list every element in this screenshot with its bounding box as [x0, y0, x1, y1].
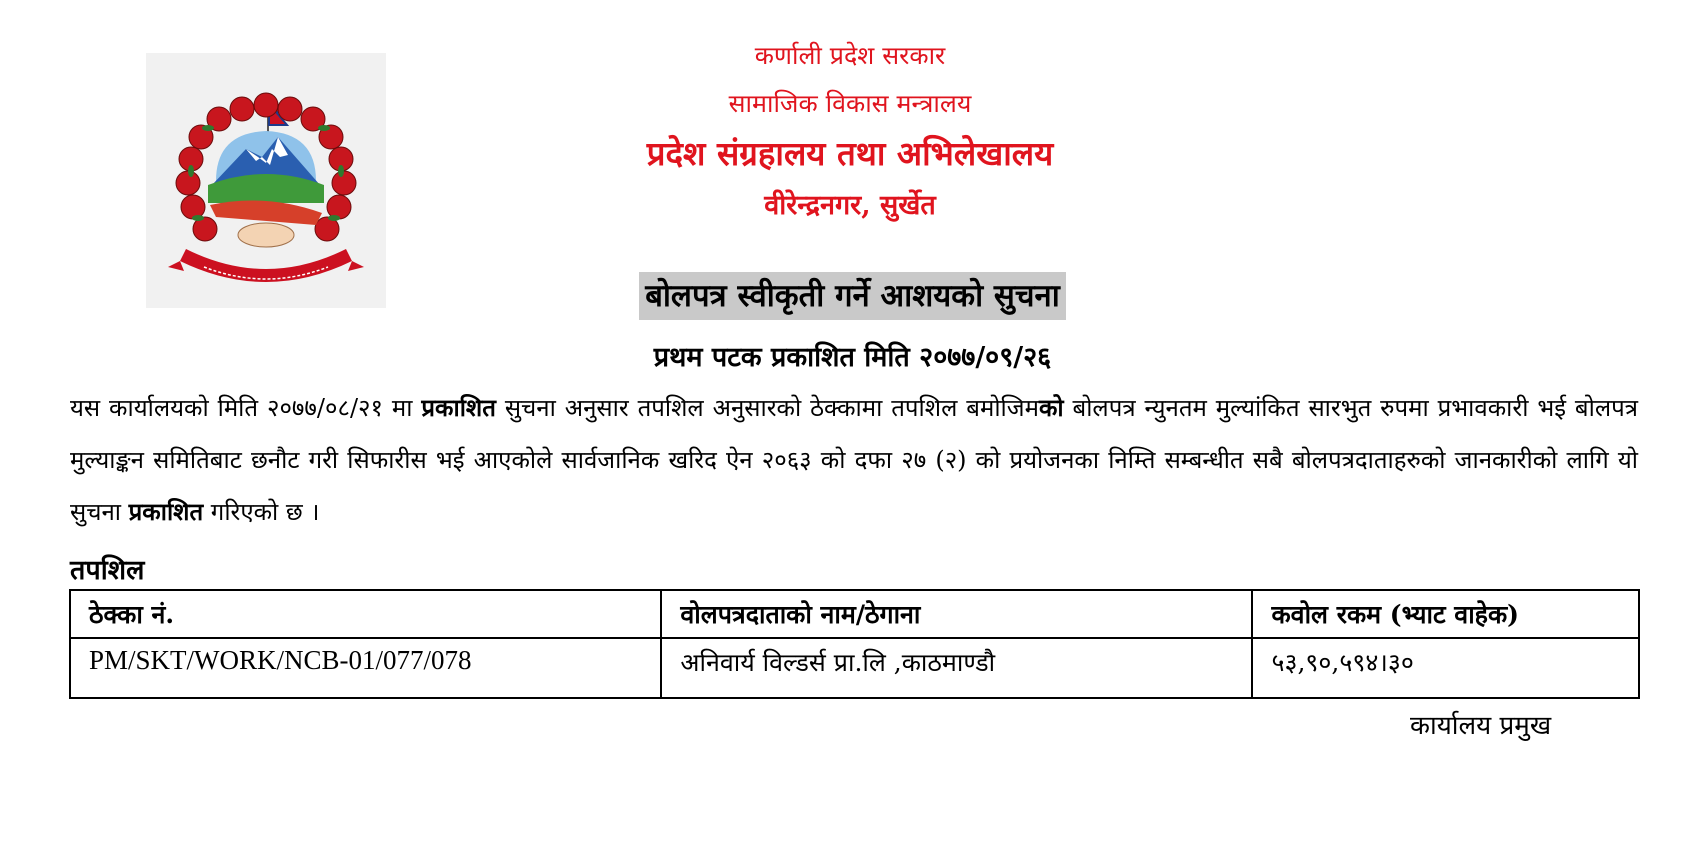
table-cell-contract-no: PM/SKT/WORK/NCB-01/077/078 — [70, 638, 661, 698]
header-location: वीरेन्द्रनगर, सुर्खेत — [764, 190, 936, 221]
body-text-bold: प्रकाशित — [128, 497, 204, 526]
notice-title: बोलपत्र स्वीकृती गर्ने आशयको सुचना — [639, 272, 1066, 320]
notice-title-wrap — [0, 272, 1705, 320]
table-header-row — [70, 590, 1639, 638]
table-row — [70, 638, 1639, 698]
body-text-bold: को — [1038, 393, 1064, 422]
body-text-part: बोलपत्र न्युनतम मुल्यांकित सारभुत रुपमा प्रभावकारी भई बोलपत्र मुल्याङ्कन समितिबाट छनौट गरी सिफारीस भई आएकोले सार्वजानिक खरिद ऐन २०६३ को दफा २७ (२) को प्रयोजनका निम्ति सम्बन्धीत सबै बोलपत्रदाताहरुको जानकारीको लागि यो सुचना — [70, 394, 1638, 526]
body-text-part: गरिएको छ । — [203, 498, 320, 526]
notice-subtitle: प्रथम पटक प्रकाशित मिति २०७७/०९/२६ — [653, 342, 1052, 373]
section-label: तपशिल — [70, 555, 145, 586]
column-header: वोलपत्रदाताको नाम/ठेगाना — [661, 590, 1252, 638]
header-government: कर्णाली प्रदेश सरकार — [754, 41, 946, 70]
signoff: कार्यालय प्रमुख — [1410, 711, 1552, 741]
body-text-part: सुचना अनुसार तपशिल अनुसारको ठेक्कामा तपशिल बमोजिम — [495, 394, 1039, 422]
body-text-bold: प्रकाशित — [421, 393, 496, 422]
notice-body — [70, 382, 1638, 538]
column-header: ठेक्का नं. — [70, 590, 661, 638]
table-cell-bidder: अनिवार्य विल्डर्स प्रा.लि ,काठमाण्डौ — [661, 638, 1252, 698]
nepal-coat-of-arms-icon — [146, 53, 386, 308]
header-office: प्रदेश संग्रहालय तथा अभिलेखालय — [646, 134, 1054, 173]
body-text-part: यस कार्यालयको मिति २०७७/०८/२१ मा — [70, 394, 422, 422]
details-table — [69, 589, 1640, 699]
column-header: कवोल रकम (भ्याट वाहेक) — [1252, 590, 1639, 638]
emblem-panel — [146, 53, 386, 308]
table-cell-amount: ५३,९०,५९४।३० — [1252, 638, 1639, 698]
header-ministry: सामाजिक विकास मन्त्रालय — [728, 89, 972, 118]
